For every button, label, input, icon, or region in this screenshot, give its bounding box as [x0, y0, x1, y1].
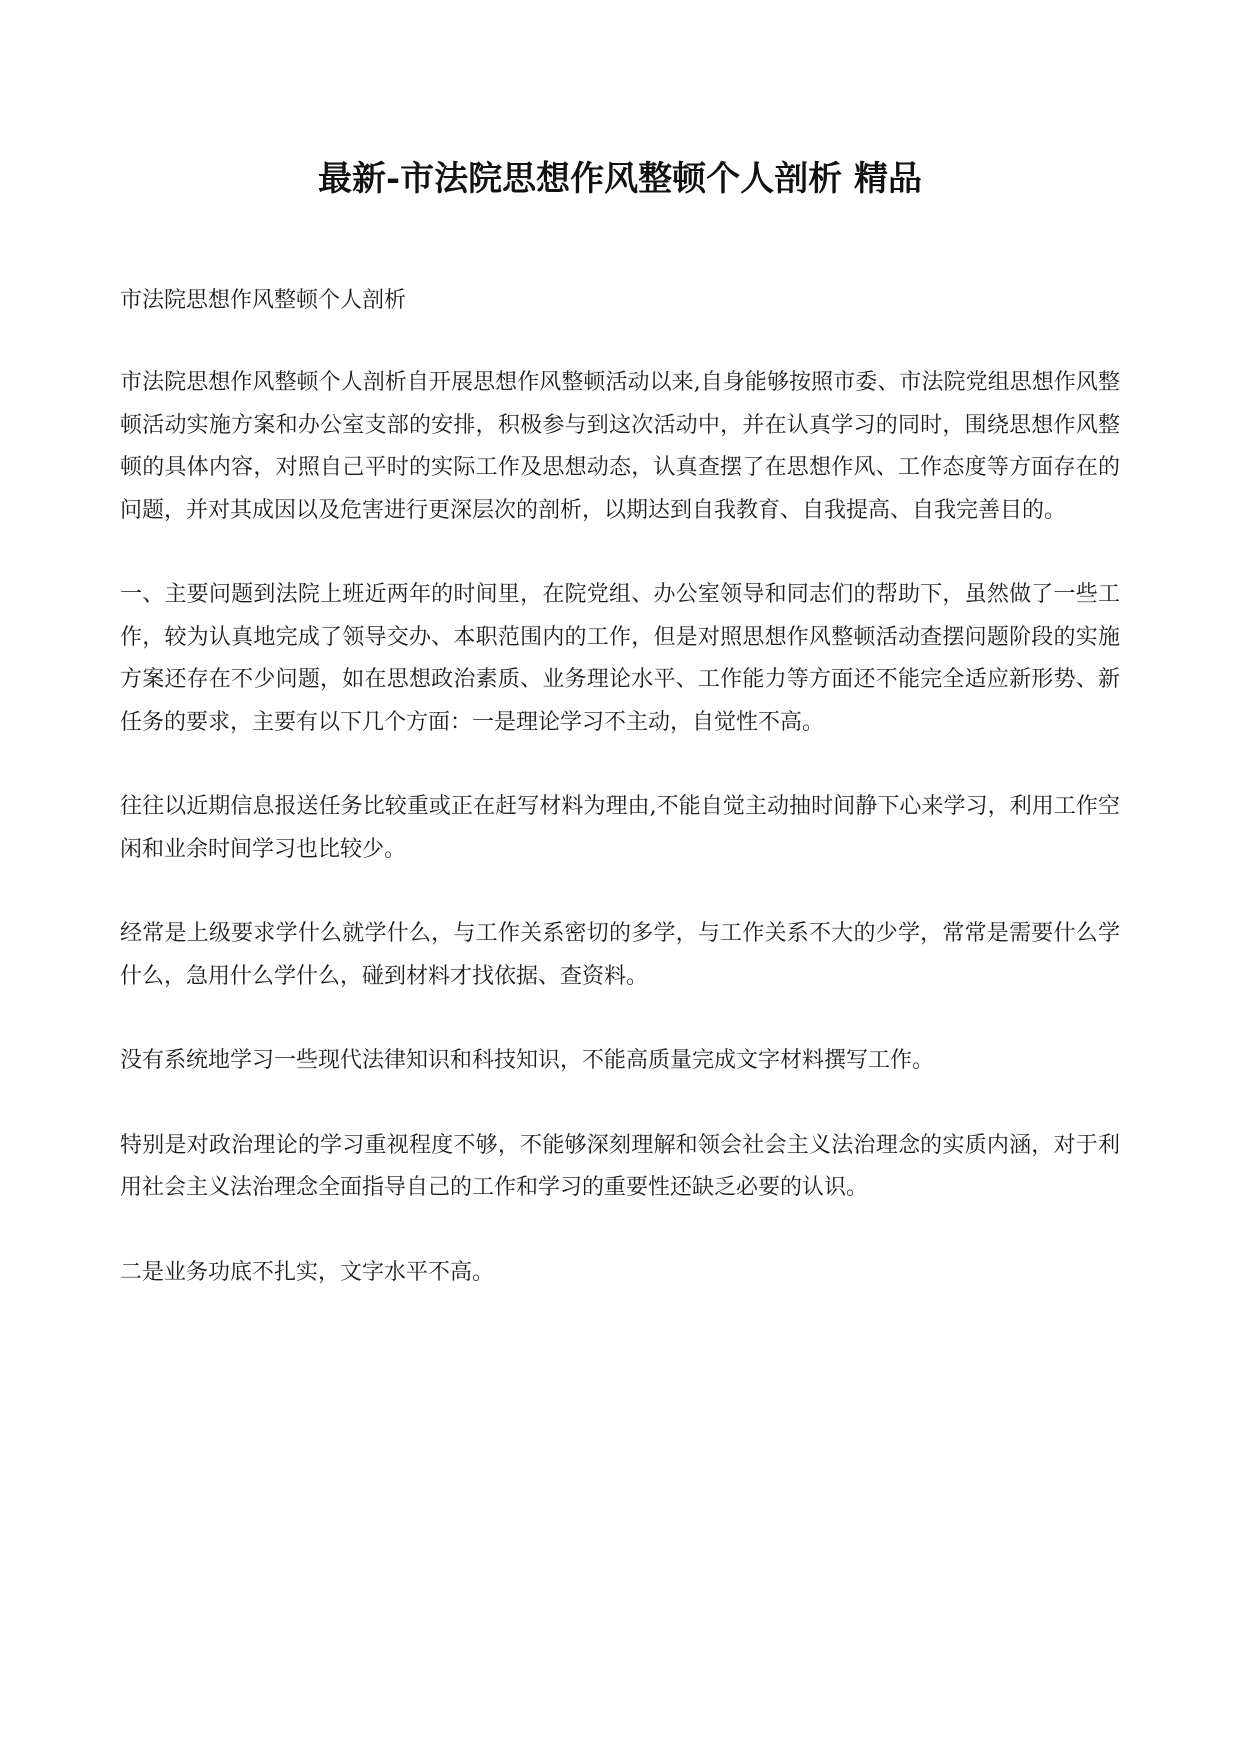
document-subtitle: 市法院思想作风整顿个人剖析 — [120, 288, 407, 313]
paragraph-political-theory: 特别是对政治理论的学习重视程度不够，不能够深刻理解和领会社会主义法治理念的实质内涵，对于利用社会主义法治理念全面指导自己的工作和学习的重要性还缺乏必要的认识。 — [120, 1132, 1120, 1200]
paragraph-study-passive: 经常是上级要求学什么就学什么，与工作关系密切的多学，与工作关系不大的少学，常常是需要什么学什么，急用什么学什么，碰到材料才找依据、查资料。 — [120, 921, 1120, 989]
paragraph-second-issue: 二是业务功底不扎实，文字水平不高。 — [120, 1259, 495, 1285]
paragraph-study-excuse: 往往以近期信息报送任务比较重或正在赶写材料为理由,不能自觉主动抽时间静下心来学习，利用工作空闲和业余时间学习也比较少。 — [120, 794, 1120, 862]
document-title: 最新-市法院思想作风整顿个人剖析 精品 — [318, 159, 922, 199]
paragraph-intro: 市法院思想作风整顿个人剖析自开展思想作风整顿活动以来,自身能够按照市委、市法院党组思想作风整顿活动实施方案和办公室支部的安排，积极参与到这次活动中，并在认真学习的同时，围绕思想作风整顿的具体内容，对照自己平时的实际工作及思想动态，认真查摆了在思想作风、工作态度等方面存在的问题，并对其成因以及危害进行更深层次的剖析，以期达到自我教育、自我提高、自我完善目的。 — [120, 370, 1120, 523]
paragraph-main-issues: 一、主要问题到法院上班近两年的时间里，在院党组、办公室领导和同志们的帮助下，虽然做了一些工作，较为认真地完成了领导交办、本职范围内的工作，但是对照思想作风整顿活动查摆问题阶段的实施方案还存在不少问题，如在思想政治素质、业务理论水平、工作能力等方面还不能完全适应新形势、新任务的要求，主要有以下几个方面：一是理论学习不主动，自觉性不高。 — [120, 582, 1120, 735]
document-body — [120, 280, 1120, 1336]
paragraph-knowledge-gap: 没有系统地学习一些现代法律知识和科技知识，不能高质量完成文字材料撰写工作。 — [120, 1048, 935, 1073]
